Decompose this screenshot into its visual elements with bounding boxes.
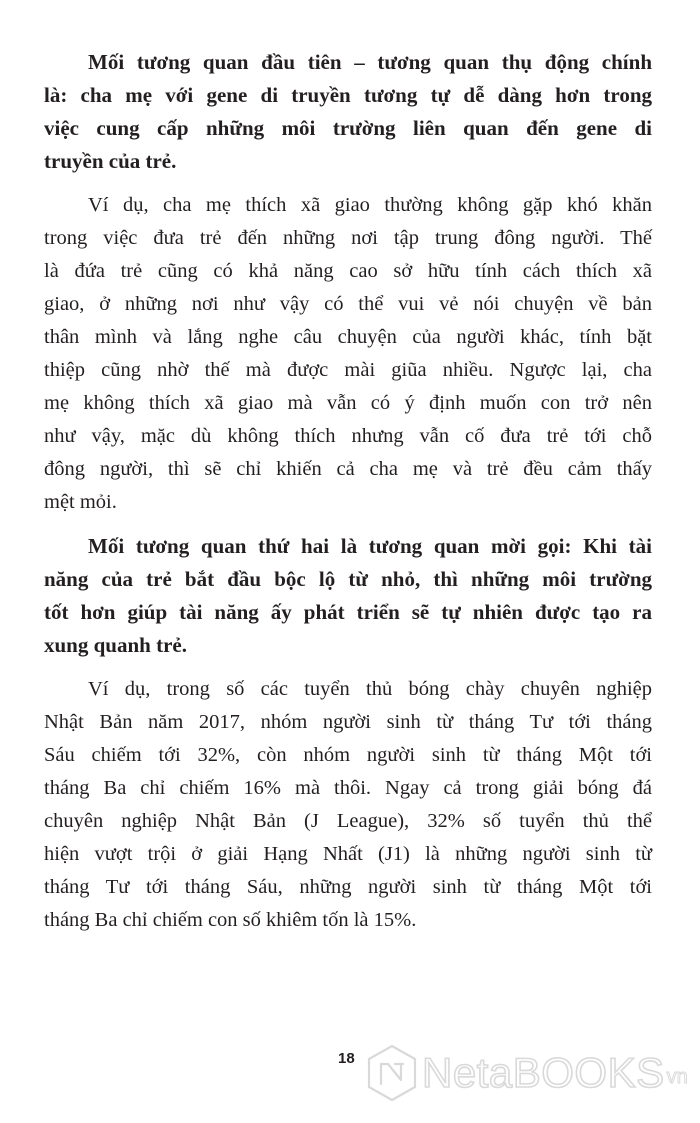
text-line: như vậy, mặc dù không thích nhưng vẫn cố đưa trẻ tới chỗ	[44, 425, 652, 447]
paragraph-3-heading	[44, 530, 652, 662]
text-line: xung quanh trẻ.	[44, 633, 187, 657]
text-line: thiệp cũng nhờ thế mà được mài giũa nhiều. Ngược lại, cha	[44, 359, 652, 381]
paragraph-4	[44, 673, 652, 937]
text-line: mẹ không thích xã giao mà vẫn có ý định muốn con trở nên	[44, 392, 652, 414]
text-line: mệt mỏi.	[44, 491, 117, 513]
text-line: chuyên nghiệp Nhật Bản (J League), 32% số tuyển thủ thể	[44, 810, 652, 832]
paragraph-2	[44, 189, 652, 519]
text-line: tốt hơn giúp tài năng ấy phát triển sẽ tự nhiên được tạo ra	[44, 600, 652, 624]
text-line: năng của trẻ bắt đầu bộc lộ từ nhỏ, thì những môi trường	[44, 567, 652, 591]
watermark	[366, 1043, 696, 1103]
text-line: truyền của trẻ.	[44, 149, 177, 173]
body-text	[44, 46, 652, 937]
text-line: giao, ở những nơi như vậy có thể vui vẻ nói chuyện về bản	[44, 293, 652, 315]
text-line: tháng Ba chỉ chiếm 16% mà thôi. Ngay cả trong giải bóng đá	[44, 777, 652, 799]
hexagon-n-logo-icon	[366, 1044, 418, 1102]
text-line: Mối tương quan đầu tiên – tương quan thụ động chính	[88, 50, 652, 74]
watermark-suffix: vn	[666, 1066, 688, 1088]
text-line: là: cha mẹ với gene di truyền tương tự dễ dàng hơn trong	[44, 83, 652, 107]
text-line: tháng Tư tới tháng Sáu, những người sinh từ tháng Một tới	[44, 876, 652, 898]
paragraph-1-heading	[44, 46, 652, 178]
page-number: 18	[338, 1050, 355, 1067]
text-line: Mối tương quan thứ hai là tương quan mời gọi: Khi tài	[88, 534, 652, 558]
text-line: là đứa trẻ cũng có khả năng cao sở hữu tính cách thích xã	[44, 260, 652, 282]
text-line: Sáu chiếm tới 32%, còn nhóm người sinh từ tháng Một tới	[44, 744, 652, 766]
text-line: trong việc đưa trẻ đến những nơi tập trung đông người. Thế	[44, 227, 652, 249]
watermark-brand: NetaBOOKS	[422, 1049, 665, 1096]
text-line: tháng Ba chỉ chiếm con số khiêm tốn là 15%.	[44, 909, 417, 931]
text-line: thân mình và lắng nghe câu chuyện của người khác, tính bặt	[44, 326, 652, 348]
text-line: việc cung cấp những môi trường liên quan đến gene di	[44, 116, 652, 140]
text-line: hiện vượt trội ở giải Hạng Nhất (J1) là những người sinh từ	[44, 843, 652, 865]
text-line: Ví dụ, trong số các tuyển thủ bóng chày chuyên nghiệp	[88, 678, 652, 700]
text-line: Nhật Bản năm 2017, nhóm người sinh từ tháng Tư tới tháng	[44, 711, 652, 733]
text-line: Ví dụ, cha mẹ thích xã giao thường không gặp khó khăn	[88, 194, 652, 216]
text-line: đông người, thì sẽ chỉ khiến cả cha mẹ và trẻ đều cảm thấy	[44, 458, 652, 480]
